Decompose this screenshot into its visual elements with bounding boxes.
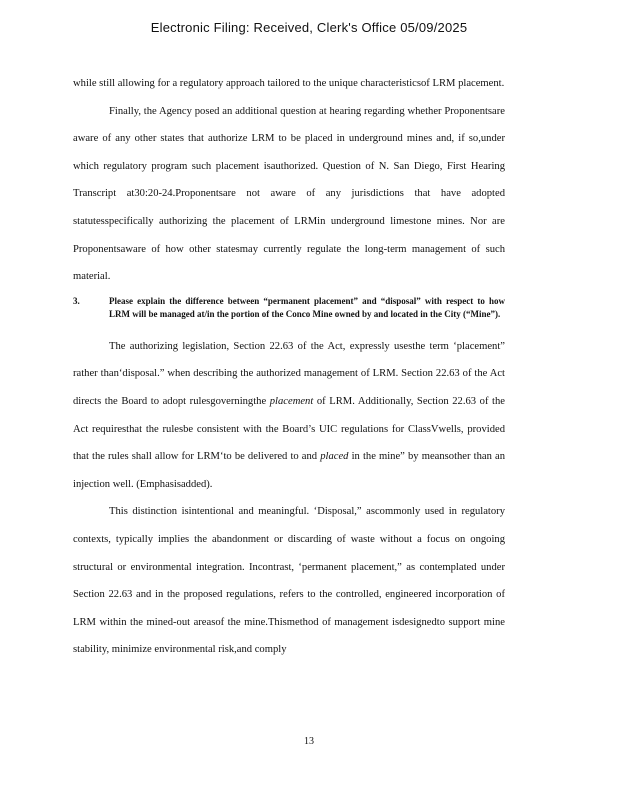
question-number: 3.	[73, 295, 80, 306]
paragraph-text-part: of LRM. Additionally, Section 22.63 of the Act requiresthat the rulesbe consistent with the Board’s UIC regulations for ClassVwells, provided that the rules shall allow for LRM‘to be delivered to and	[73, 395, 506, 463]
filing-stamp-header: Electronic Filing: Received, Clerk's Office 05/09/2025	[150, 20, 468, 35]
italic-placed: placed	[320, 451, 349, 463]
paragraph-distinction: This distinction isintentional and meaningful. ‘Disposal,” ascommonly used in regulatory contexts, typically implies the abandonment or discarding of waste without a focus on ongoing structural or environmental integration. Incontrast, ‘permanent placement,” as contemplated under Section 22.63 and in the proposed regulations, refers to the controlled, engineered incorporation of LRM within the mined-out areasof the mine.Thismethod of management isdesignedto support mine stability, minimize environmental risk,and comply	[73, 506, 505, 656]
italic-placement: placement	[269, 395, 314, 407]
question-block	[73, 295, 505, 321]
paragraph-text-part: The authorizing legislation, Section 22.63 of the Act, expressly usesthe term ‘placement” rather than‘disposal.” when describing the authorized management of LRM. Section 22.63 of the Act directs the Board to adopt rulesgoverningthe	[73, 340, 505, 407]
question-text: Please explain the difference between “permanent placement” and “disposal” with respect to how LRM will be managed at/in the portion of the Conco Mine owned by and located in the City (“Mine”).	[109, 295, 505, 319]
document-body	[73, 70, 505, 664]
paragraph-continuation: while still allowing for a regulatory approach tailored to the unique characteristicsof LRM placement.	[73, 78, 505, 89]
paragraph-authorizing-legislation	[73, 333, 505, 499]
paragraph-text-part: in the mine” by meansother than an injection well. (Emphasisadded).	[73, 451, 505, 490]
paragraph-finally: Finally, the Agency posed an additional question at hearing regarding whether Proponentsare aware of any other states that authorize LRM to be placed in underground mines and, if so,under which regulatory program such placement isauthorized. Question of N. San Diego, First Hearing Transcript at30:20-24.Proponentsare not aware of any jurisdictions that have adopted statutesspecifically authorizing the placement of LRMin underground limestone mines. Nor are Proponentsaware of how other statesmay currently regulate the long-term management of such material.	[73, 105, 505, 283]
page-number: 13	[304, 736, 314, 747]
